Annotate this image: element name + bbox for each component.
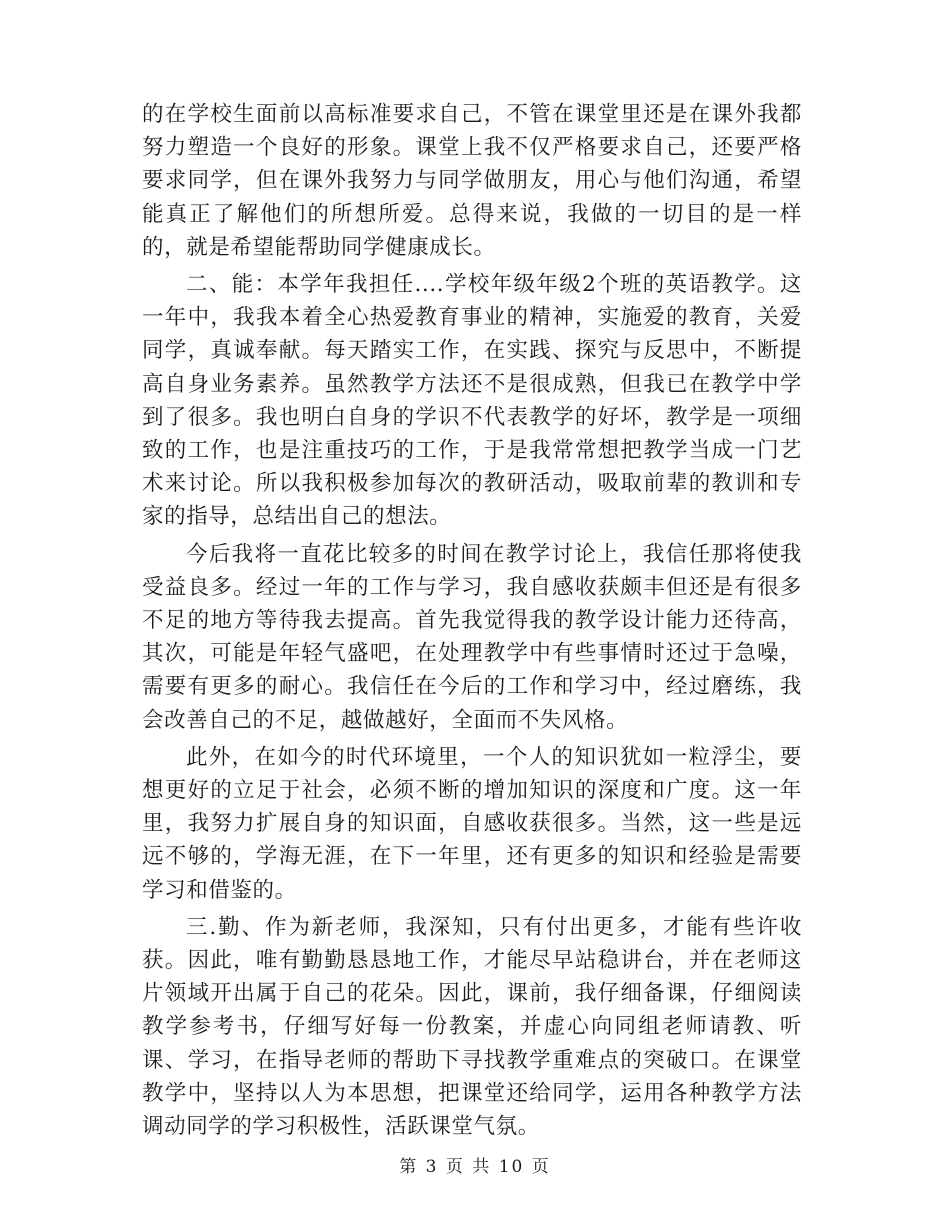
paragraph-diligence: 三.勤、作为新老师，我深知，只有付出更多，才能有些许收获。因此，唯有勤勤恳恳地工作，才能尽早站稳讲台，并在老师这片领域开出属于自己的花朵。因此，课前，我仔细备课，仔细阅读教学参考书，仔细写好每一份教案，并虚心向同组老师请教、听课、学习，在指导老师的帮助下寻找教学重难点的突破口。在课堂教学中，坚持以人为本思想，把课堂还给同学，运用各种教学方法调动同学的学习积极性，活跃课堂气氛。 [142,914,802,1140]
paragraph-future-plan: 今后我将一直花比较多的时间在教学讨论上，我信任那将使我受益良多。经过一年的工作与学习，我自感收获颇丰但还是有很多不足的地方等待我去提高。首先我觉得我的教学设计能力还待高，其次，可能是年轻气盛吧，在处理教学中有些事情时还过于急噪，需要有更多的耐心。我信任在今后的工作和学习中，经过磨练，我会改善自己的不足，越做越好，全面而不失风格。 [142,541,802,733]
paragraph-ability: 二、能：本学年我担任....学校年级年级2个班的英语教学。这一年中，我我本着全心热爱教育事业的精神，实施爱的教育，关爱同学，真诚奉献。每天踏实工作，在实践、探究与反思中，不断提高自身业务素养。虽然教学方法还不是很成熟，但我已在教学中学到了很多。我也明白自身的学识不代表教学的好坏，教学是一项细致的工作，也是注重技巧的工作，于是我常常想把教学当成一门艺术来讨论。所以我积极参加每次的教研活动，吸取前辈的教训和专家的指导，总结出自己的想法。 [142,272,802,530]
paragraph-continuation: 的在学校生面前以高标准要求自己，不管在课堂里还是在课外我都努力塑造一个良好的形象。课堂上我不仅严格要求自己，还要严格要求同学，但在课外我努力与同学做朋友，用心与他们沟通，希望能真正了解他们的所想所爱。总得来说，我做的一切目的是一样的，就是希望能帮助同学健康成长。 [142,102,802,260]
page-number-footer: 第 3 页 共 10 页 [399,1157,551,1177]
paragraph-knowledge: 此外，在如今的时代环境里，一个人的知识犹如一粒浮尘，要想更好的立足于社会，必须不断的增加知识的深度和广度。这一年里，我努力扩展自身的知识面，自感收获很多。当然，这一些是远远不够的，学海无涯，在下一年里，还有更多的知识和经验是需要学习和借鉴的。 [142,744,802,903]
document-body [142,98,802,1147]
